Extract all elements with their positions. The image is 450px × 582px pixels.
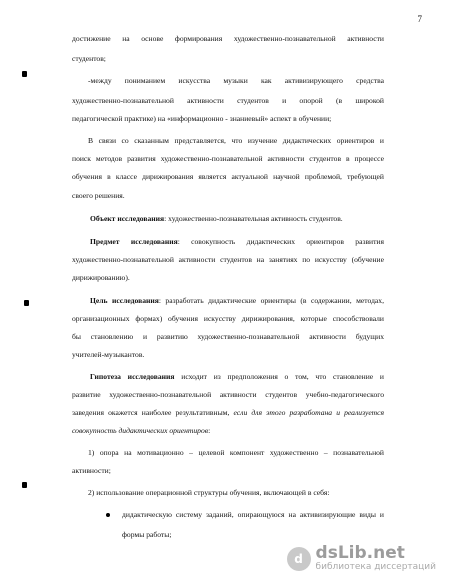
text-line: художественно-познавательной активности студентов и опорой (в широкой <box>72 96 384 105</box>
text-line: формы работы; <box>122 530 172 539</box>
logo-subtitle: библиотека диссертаций <box>315 562 436 572</box>
scan-mark <box>24 300 29 306</box>
text-line: активности; <box>72 466 111 475</box>
text-line: достижение на основе формирования художественно-познавательной активности <box>72 34 384 43</box>
text-line: дирижированию). <box>72 273 130 282</box>
hypothesis-line: Гипотеза исследования исходит из предположения о том, что становление и <box>90 372 384 381</box>
text-line: заведения окажется наиболее результативным, если для этого разработана и реализуется <box>72 408 385 417</box>
goal-line: Цель исследования: разработать дидактические ориентиры (в содержании, методах, <box>90 296 384 305</box>
dslib-logo[interactable] <box>287 545 436 572</box>
text-line: студентов; <box>72 54 106 63</box>
text-line: обучения в классе дирижирования является актуальной научной проблемой, требующей <box>72 172 384 181</box>
text-line: педагогической практике) на «информационно - знаниевый» аспект в обучении; <box>72 114 332 123</box>
text-line: своего решения. <box>72 191 125 200</box>
text-line: совокупность дидактических ориентиров: <box>72 426 211 435</box>
text-line: -между пониманием искусства музыки как активизирующего средства <box>88 76 384 85</box>
subject-line: Предмет исследования: совокупность дидактических ориентиров развития <box>90 237 384 246</box>
object-line: Объект исследования: художественно-познавательная активность студентов. <box>90 214 343 223</box>
list-item: 1) опора на мотивационно – целевой компонент художественно – познавательной <box>88 448 384 457</box>
text-line: поиск методов развития художественно-познавательной активности студентов в процессе <box>72 154 384 163</box>
scan-mark <box>22 71 27 77</box>
text-line: художественно-познавательной активности студентов на занятиях по искусству (обучение <box>72 255 384 264</box>
text-line: организационных формах) обучения искусству дирижирования, которые способствовали <box>72 314 384 323</box>
page-number: 7 <box>417 14 422 24</box>
text-line: учителей-музыкантов. <box>72 350 145 359</box>
dslib-icon: d <box>287 547 311 571</box>
logo-title: dsLib.net <box>315 543 405 563</box>
bullet-icon <box>106 513 110 517</box>
scan-mark <box>22 482 27 488</box>
list-item: 2) использование операционной структуры обучения, включающей в себя: <box>88 488 330 497</box>
text-line: бы становлению и развитию художественно-познавательной активности будущих <box>72 332 384 341</box>
text-line: В связи со сказанным представляется, что изучение дидактических ориентиров и <box>88 136 384 145</box>
bullet-item: дидактическую систему заданий, опирающуюся на активизирующие виды и <box>122 510 384 519</box>
text-line: развитие художественно-познавательной активности студентов учебно-педагогического <box>72 390 384 399</box>
